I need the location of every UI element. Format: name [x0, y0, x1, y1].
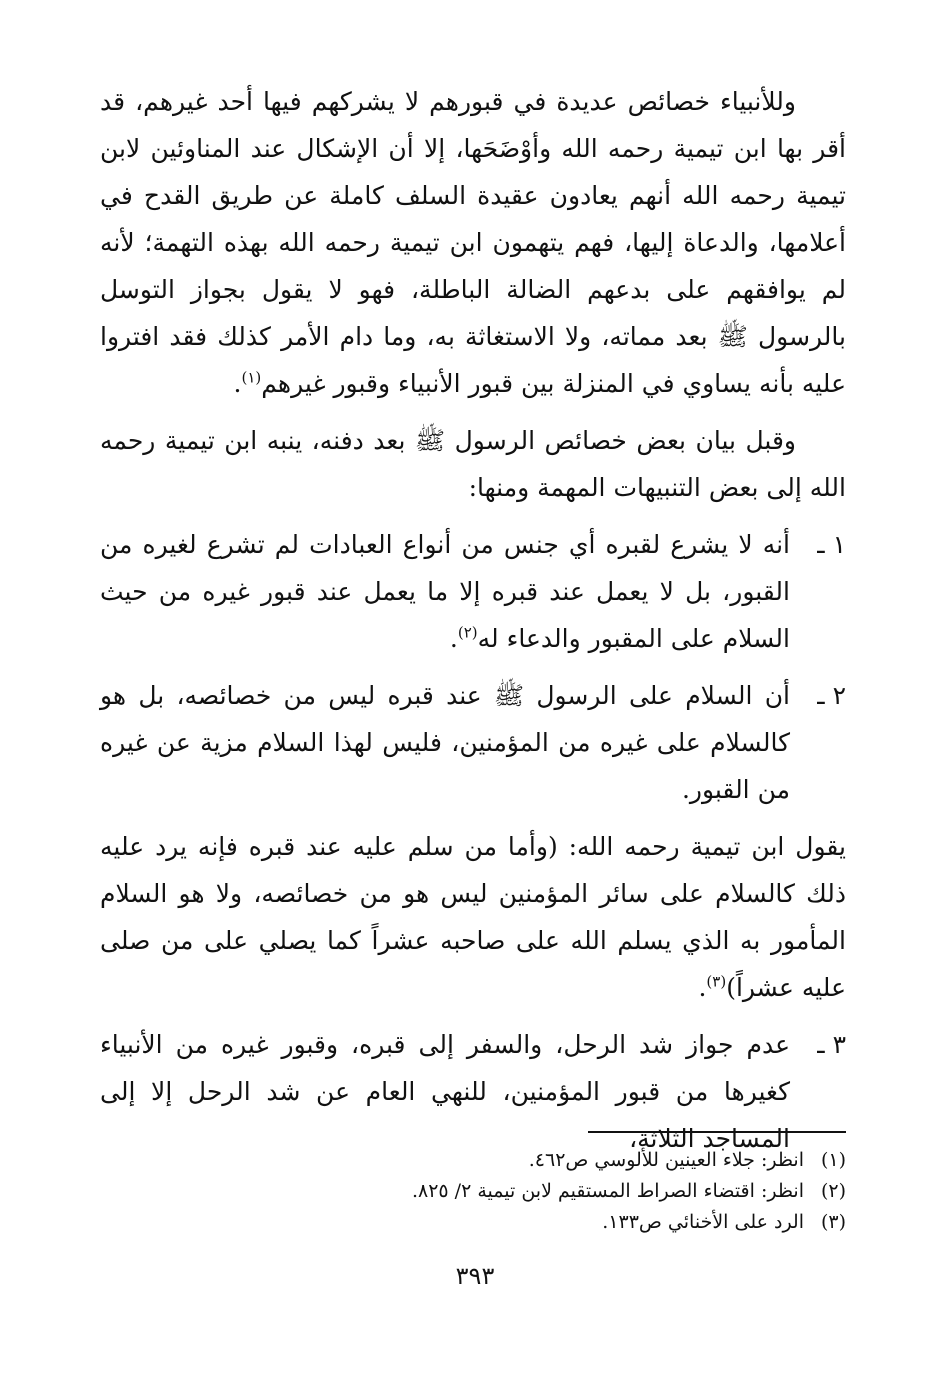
footnote-ref-2: (٢) — [457, 623, 478, 642]
footnote-text: انظر: جلاء العينين للألوسي ص٤٦٢. — [528, 1149, 804, 1171]
page-number: ٣٩٣ — [455, 1262, 495, 1290]
footnote-number: (١) — [820, 1149, 846, 1171]
footnote-divider — [588, 1131, 846, 1133]
list-item-number: ٣ ـ — [817, 1030, 846, 1059]
list-item-text — [100, 521, 790, 662]
list-item-1-body: أنه لا يشرع لقبره أي جنس من أنواع العبادات لم تشرع لغيره من القبور، بل لا يعمل عند قبره إلا ما يعمل عند قبور غيره من حيث السلام على المقبور والدعاء له — [100, 530, 790, 653]
footnote-number: (٣) — [820, 1211, 846, 1233]
list-item-2 — [100, 672, 846, 813]
footnote-number: (٢) — [820, 1180, 846, 1202]
list-item-text: عدم جواز شد الرحل، والسفر إلى قبره، وقبور غيره من الأنبياء كغيرها من قبور المؤمنين، للنهي العام عن شد الرحل إلا إلى المساجد الثلاثة، — [100, 1030, 790, 1153]
quote-text: يقول ابن تيمية رحمه الله: (وأما من سلم عليه عند قبره فإنه يرد عليه ذلك كالسلام على سائر المؤمنين ليس هو من خصائصه، ولا هو السلام المأمور به الذي يسلم الله على صاحبه عشراً كما يصلي على من صلى عليه عشراً) — [100, 832, 846, 1002]
paragraph-intro-text: وللأنبياء خصائص عديدة في قبورهم لا يشركهم فيها أحد غيرهم، قد أقر بها ابن تيمية رحمه الله وأوْضَحَها، إلا أن الإشكال عند المناوئين لابن تيمية رحمه الله أنهم يعادون عقيدة السلف كاملة عن طريق القدح في أعلامها، والدعاة إليها، فهم يتهمون ابن تيمية رحمه الله بهذه التهمة؛ لأنه لم يوافقهم على بدعهم الضالة الباطلة، فهو لا يقول بجواز التوسل بالرسول ﷺ بعد مماته، ولا الاستغاثة به، وما دام الأمر كذلك فقد افتروا عليه بأنه يساوي في المنزلة بين قبور الأنبياء وقبور غيرهم — [100, 87, 846, 398]
list-item-text: أن السلام على الرسول ﷺ عند قبره ليس من خصائصه، بل هو كالسلام على غيره من المؤمنين، فليس لهذا السلام مزية عن غيره من القبور. — [100, 681, 790, 804]
list-item-1 — [100, 521, 846, 662]
list-item-1-end: . — [449, 624, 458, 653]
quote-end: . — [698, 973, 707, 1002]
paragraph-lead-in — [100, 417, 846, 511]
list-item-number: ٢ ـ — [817, 681, 846, 710]
paragraph-intro-end: . — [233, 369, 242, 398]
paragraph-lead-in-text: وقبل بيان بعض خصائص الرسول ﷺ بعد دفنه، ينبه ابن تيمية رحمه الله إلى بعض التنبيهات المهمة ومنها: — [100, 426, 846, 502]
footnote-text: الرد على الأخنائي ص١٣٣. — [602, 1211, 804, 1233]
footnotes — [100, 1145, 846, 1238]
footnote-ref-1: (١) — [241, 368, 262, 387]
list-item-number: ١ ـ — [817, 530, 846, 559]
footnote-ref-3: (٣) — [706, 972, 727, 991]
footnote-1 — [100, 1145, 846, 1176]
quote-paragraph — [100, 823, 846, 1011]
paragraph-intro — [100, 78, 846, 407]
list-item-3 — [100, 1021, 846, 1162]
footnote-3 — [100, 1207, 846, 1238]
footnote-2 — [100, 1176, 846, 1207]
page-body — [100, 78, 846, 1172]
footnote-text: انظر: اقتضاء الصراط المستقيم لابن تيمية ٢/ ٨٢٥. — [411, 1180, 804, 1202]
